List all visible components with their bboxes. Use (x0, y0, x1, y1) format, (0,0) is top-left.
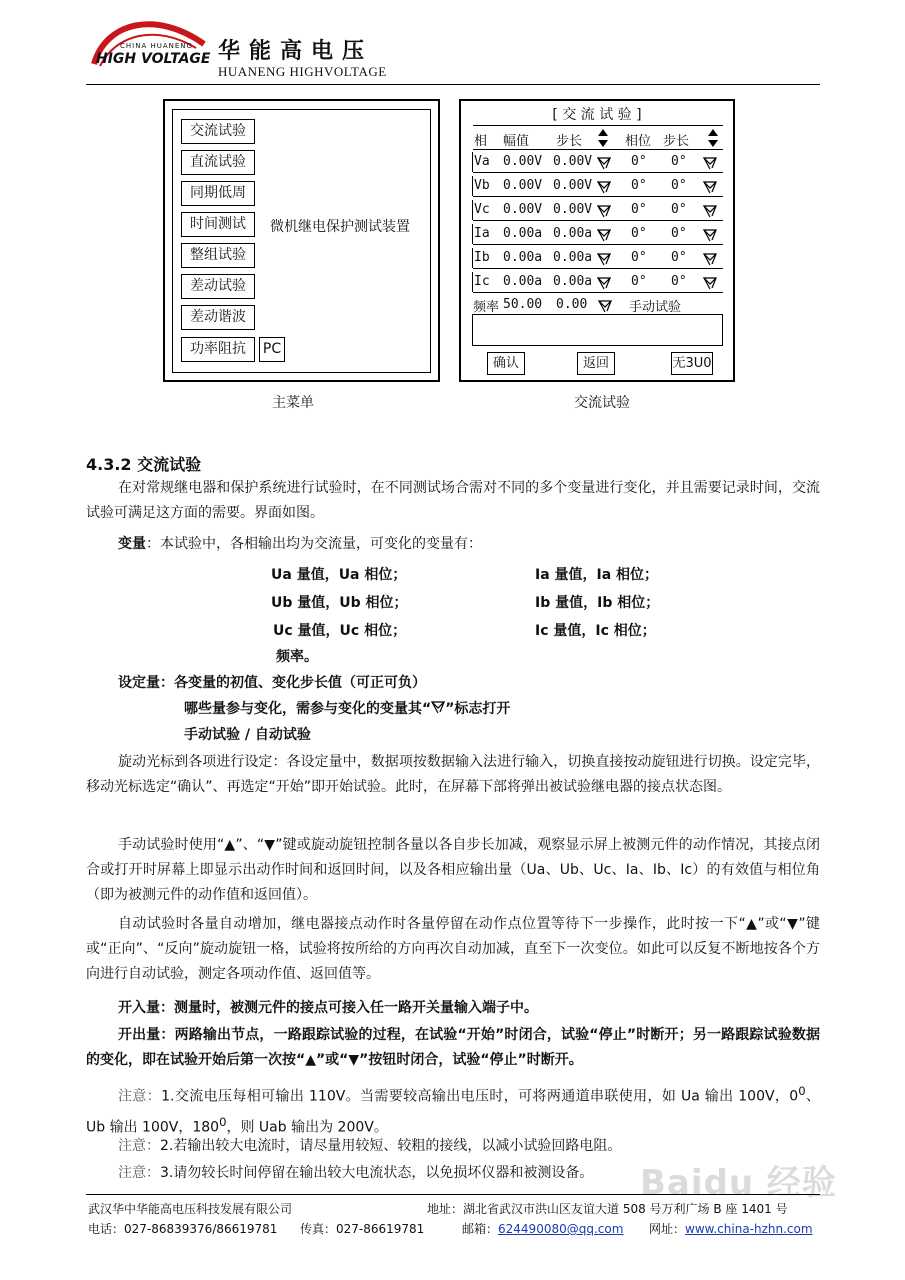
row-divider (473, 172, 723, 173)
var-uc: Uc 量值，Uc 相位； (273, 623, 407, 639)
var-ua: Ua 量值，Ua 相位； (271, 567, 407, 583)
footer-fax: 传真：027-86619781 (300, 1222, 425, 1236)
row-divider (473, 149, 723, 150)
menu-ac-test-button[interactable]: 交流试验 (181, 119, 255, 144)
variables-line (86, 532, 820, 557)
email-label: 邮箱： (462, 1222, 499, 1236)
angle-value[interactable]: 0° (631, 154, 647, 169)
header-divider (86, 84, 820, 85)
var-ic: Ic 量值，Ic 相位； (535, 623, 656, 639)
settings-line-2-start: 哪些量参与变化，需参与变化的变量其“ (184, 701, 432, 717)
amplitude-value[interactable]: 0.00V (503, 154, 543, 169)
menu-group-test-button[interactable]: 整组试验 (181, 243, 255, 268)
footer-email (462, 1220, 623, 1237)
brand-english: HUANENG HIGHVOLTAGE (218, 64, 387, 79)
up-down-arrow-icon (708, 129, 718, 151)
row-divider (473, 268, 723, 269)
web-label: 网址： (649, 1222, 686, 1236)
amplitude-step[interactable]: 0.00V (553, 178, 593, 193)
degree-superscript: 0 (798, 1084, 806, 1098)
menu-sync-button[interactable]: 同期低周 (181, 181, 255, 206)
var-freq: 频率。 (276, 649, 318, 665)
row-left-border (472, 224, 473, 244)
angle-value[interactable]: 0° (631, 178, 647, 193)
footer-company: 武汉华中华能高电压科技发展有限公司 (88, 1202, 293, 1216)
angle-value[interactable]: 0° (631, 226, 647, 241)
var-ib: Ib 量值，Ib 相位； (535, 595, 660, 611)
phase-label: Vc (474, 202, 490, 217)
watermark: Baidu 经验 (640, 1163, 837, 1203)
col-amp-header: 幅值 (503, 134, 530, 149)
phase-label: Ic (474, 274, 490, 289)
col-angle-header: 相位 (625, 134, 652, 149)
angle-value[interactable]: 0° (631, 274, 647, 289)
amplitude-step[interactable]: 0.00a (553, 250, 593, 265)
paragraph-auto: 自动试验时各量自动增加，继电器接点动作时各量停留在动作点位置等待下一步操作，此时按一下“▲”或“▼”键或“正向”、“反向”旋动旋钮一格，试验将按所给的方向再次自动加减，直至下一次变位。如此可以反复不断地按各个方向进行自动试验，测定各项动作值、返回值等。 (86, 916, 820, 982)
main-menu-caption: 主菜单 (272, 395, 314, 411)
menu-power-impedance-button[interactable]: 功率阻抗 (181, 337, 255, 362)
settings-line-1: 设定量：各变量的初值、变化步长值（可正可负） (118, 675, 426, 691)
main-menu-screen (172, 109, 431, 373)
phase-label: Vb (474, 178, 490, 193)
phase-label: Ia (474, 226, 490, 241)
logo-main-text: HIGH VOLTAGE (96, 51, 211, 67)
col-phase-header: 相 (474, 134, 488, 149)
angle-step[interactable]: 0° (671, 250, 687, 265)
angle-step[interactable]: 0° (671, 154, 687, 169)
amplitude-step[interactable]: 0.00a (553, 226, 593, 241)
note-3-text: 3.请勿较长时间停留在输出较大电流状态，以免损坏仪器和被测设备。 (160, 1165, 594, 1181)
ac-test-caption: 交流试验 (574, 395, 630, 411)
menu-diff-harmonic-button[interactable]: 差动谐波 (181, 305, 255, 330)
angle-step[interactable]: 0° (671, 274, 687, 289)
output-paragraph: 开出量：两路输出节点，一路跟踪试验的过程，在试验“开始”时闭合，试验“停止”时断开；另一路跟踪试验数据的变化，即在试验开始后第一次按“▲”或“▼”按钮时闭合，试验“停止”时断开。 (86, 1027, 820, 1068)
note-1-text-c: ，则 Uab 输出为 200V。 (226, 1119, 388, 1136)
angle-step[interactable]: 0° (671, 226, 687, 241)
row-left-border (472, 152, 473, 172)
status-box (472, 314, 723, 346)
var-ia: Ia 量值，Ia 相位； (535, 567, 659, 583)
menu-time-test-button[interactable]: 时间测试 (181, 212, 255, 237)
row-left-border (472, 176, 473, 196)
row-divider (473, 220, 723, 221)
variables-label: 变量 (118, 536, 146, 552)
footer-web (649, 1220, 813, 1237)
angle-value[interactable]: 0° (631, 250, 647, 265)
degree-superscript: 0 (219, 1114, 227, 1129)
settings-line-2-end: ”标志打开 (445, 701, 511, 717)
title-divider (473, 125, 723, 126)
phase-label: Ib (474, 250, 490, 265)
menu-diff-test-button[interactable]: 差动试验 (181, 274, 255, 299)
note-1 (86, 1079, 820, 1140)
intro-paragraph: 在对常规继电器和保护系统进行试验时，在不同测试场合需对不同的多个变量进行变化，并且需要记录时间，交流试验可满足这方面的需要。界面如图。 (86, 480, 820, 521)
paragraph-setup: 旋动光标到各项进行设定：各设定量中，数据项按数据输入法进行输入，切换直接按动旋钮进行切换。设定完毕，移动光标选定“确认”、再选定“开始”即开始试验。此时，在屏幕下部将弹出被试验继电器的接点状态图。 (86, 754, 820, 795)
device-title: 微机继电保护测试装置 (270, 219, 410, 235)
logo-small-text: CHINA HUANENG (120, 42, 193, 50)
footer-address: 地址：湖北省武汉市洪山区友谊大道 508 号万利广场 B 座 1401 号 (427, 1202, 788, 1216)
menu-dc-test-button[interactable]: 直流试验 (181, 150, 255, 175)
up-down-arrow-icon (598, 129, 608, 151)
phase-label: Va (474, 154, 490, 169)
amplitude-value[interactable]: 0.00a (503, 250, 543, 265)
web-link[interactable]: www.china-hzhn.com (685, 1222, 813, 1236)
no-3u0-button[interactable]: 无3U0 (671, 352, 713, 375)
freq-label: 频率 (473, 300, 500, 315)
footer-phone: 电话：027-86839376/86619781 (88, 1222, 278, 1236)
variables-text: ：本试验中，各相输出均为交流量，可变化的变量有： (146, 536, 482, 552)
angle-step[interactable]: 0° (671, 178, 687, 193)
amplitude-value[interactable]: 0.00a (503, 226, 543, 241)
note-1-text-a: 1.交流电压每相可输出 110V。当需要较高输出电压时，可将两通道串联使用，如 Ua 输出 100V，0 (161, 1088, 799, 1105)
email-link[interactable]: 624490080@qq.com (498, 1222, 624, 1236)
note-label: 注意： (118, 1138, 160, 1154)
note-2-text: 2.若输出较大电流时，请尽量用较短、较粗的接线，以减小试验回路电阻。 (160, 1138, 622, 1154)
test-mode[interactable]: 手动试验 (629, 300, 682, 315)
settings-line-2 (184, 697, 814, 722)
confirm-button[interactable]: 确认 (487, 352, 525, 375)
row-left-border (472, 248, 473, 268)
footer-divider (86, 1194, 820, 1195)
company-logo (86, 14, 216, 76)
var-ub: Ub 量值，Ub 相位； (271, 595, 408, 611)
amplitude-value[interactable]: 0.00V (503, 178, 543, 193)
amplitude-step[interactable]: 0.00a (553, 274, 593, 289)
angle-value[interactable]: 0° (631, 202, 647, 217)
angle-step[interactable]: 0° (671, 202, 687, 217)
row-divider (473, 244, 723, 245)
change-flag-icon (431, 700, 445, 714)
note-1-text-b: 、Ub 输出 100V，180 (86, 1088, 821, 1136)
col-step2-header: 步长 (663, 134, 690, 149)
freq-step[interactable]: 0.00 (556, 297, 588, 312)
note-label: 注意： (118, 1088, 162, 1105)
row-left-border (472, 200, 473, 220)
back-button[interactable]: 返回 (577, 352, 615, 375)
freq-value[interactable]: 50.00 (503, 297, 543, 312)
menu-pc-button[interactable]: PC (259, 337, 285, 362)
note-label: 注意： (118, 1165, 160, 1181)
row-divider (473, 196, 723, 197)
row-left-border (472, 272, 473, 292)
col-step-header: 步长 (556, 134, 583, 149)
input-paragraph: 开入量：测量时，被测元件的接点可接入任一路开关量输入端子中。 (118, 1000, 538, 1016)
amplitude-step[interactable]: 0.00V (553, 154, 593, 169)
amplitude-value[interactable]: 0.00a (503, 274, 543, 289)
brand-chinese: 华能高电压 (218, 39, 374, 64)
section-heading: 4.3.2 交流试验 (86, 455, 202, 474)
settings-line-3: 手动试验 / 自动试验 (184, 727, 311, 743)
amplitude-step[interactable]: 0.00V (553, 202, 593, 217)
ac-screen-title: [ 交 流 试 验 ] (552, 107, 642, 123)
paragraph-manual: 手动试验时使用“▲”、“▼”键或旋动旋钮控制各量以各自步长加减，观察显示屏上被测元件的动作情况，其接点闭合或打开时屏幕上即显示出动作时间和返回时间，以及各相应输出量（Ua、Ub、Uc、Ia、Ib、Ic）的有效值与相位角（即为被测元件的动作值和返回值）。 (86, 837, 820, 903)
row-divider (473, 292, 723, 293)
amplitude-value[interactable]: 0.00V (503, 202, 543, 217)
